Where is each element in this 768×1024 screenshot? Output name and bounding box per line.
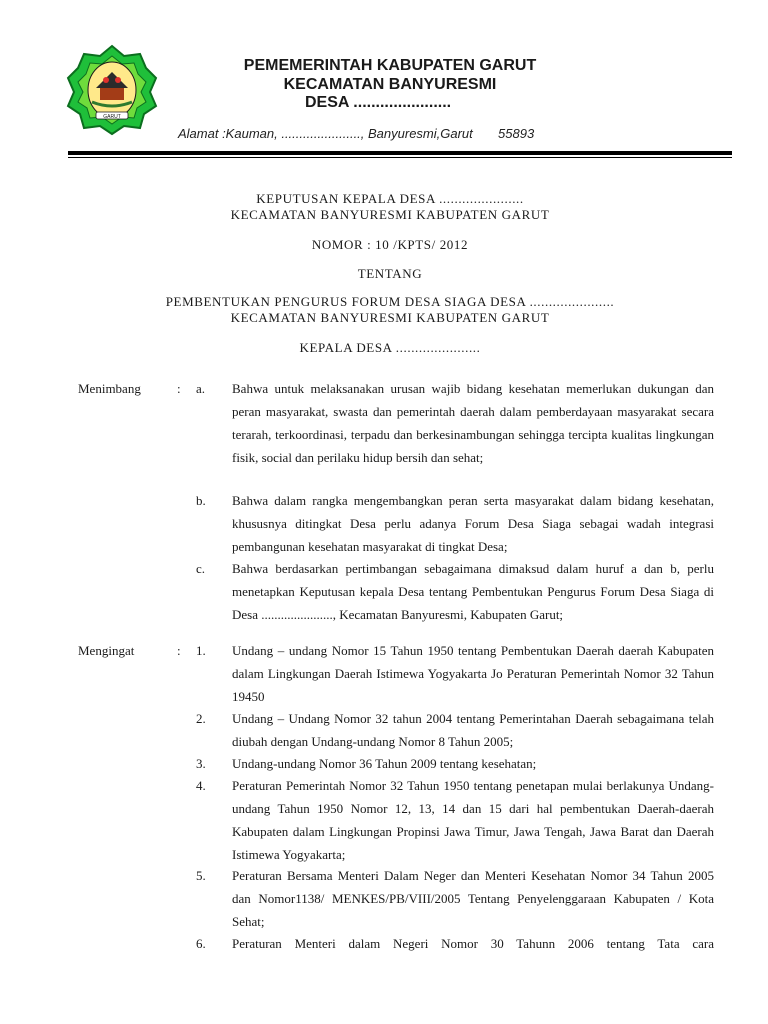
letterhead-district: KECAMATAN BANYURESMI	[283, 76, 497, 93]
item-marker: 4.	[196, 778, 206, 793]
menimbang-colon: :	[177, 381, 181, 396]
decree-region: KECAMATAN BANYURESMI KABUPATEN GARUT	[230, 207, 550, 222]
item-marker: a.	[196, 381, 206, 396]
item-marker: 6.	[196, 936, 206, 951]
item-text: Undang – undang Nomor 15 Tahun 1950 tentang Pembentukan Daerah daerah Kabupaten dalam Lingkungan Daerah Istimewa Yogyakarta Jo Peraturan Pemerintah Nomor 32 Tahun 19450	[232, 643, 714, 704]
decree-authority: KEPALA DESA ......................	[299, 340, 481, 355]
item-marker: 3.	[196, 756, 206, 771]
mengingat-colon: :	[177, 643, 181, 658]
mengingat-label: Mengingat	[78, 643, 135, 658]
decree-tentang: TENTANG	[357, 266, 423, 281]
item-marker: 5.	[196, 868, 206, 883]
item-text: Undang – Undang Nomor 32 tahun 2004 tentang Pemerintahan Daerah sebagaimana telah diubah dengan Undang-undang Nomor 8 Tahun 2005;	[232, 711, 714, 749]
letterhead-government: PEMEMERINTAH KABUPATEN GARUT	[243, 57, 537, 74]
decree-title: KEPUTUSAN KEPALA DESA ......................	[256, 191, 524, 206]
item-marker: 2.	[196, 711, 206, 726]
item-text: Peraturan Pemerintah Nomor 32 Tahun 1950 tentang penetapan mulai berlakunya Undang-undang Tahun 1950 Nomor 12, 13, 14 dan 15 dari hal pembentukan Daerah-daerah Kabupaten dalam Lingkungan Propinsi Jawa Timur, Jawa Tengah, Jawa Barat dan Daerah Istimewa Yogyakarta;	[232, 778, 714, 862]
emblem-graphic	[66, 44, 158, 136]
item-marker: c.	[196, 561, 206, 576]
decree-subject: PEMBENTUKAN PENGURUS FORUM DESA SIAGA DESA ......................	[165, 294, 615, 309]
emblem-caption: GARUT	[103, 114, 121, 120]
mengingat-item	[196, 932, 714, 955]
menimbang-label: Menimbang	[78, 381, 141, 396]
menimbang-item	[196, 377, 714, 469]
mengingat-item	[196, 774, 714, 866]
item-marker: 1.	[196, 643, 206, 658]
menimbang-item	[196, 557, 714, 626]
item-text: Bahwa dalam rangka mengembangkan peran serta masyarakat dalam bidang kesehatan, khususnya ditingkat Desa perlu adanya Forum Desa Siaga sebagai wadah integrasi pembangunan kesehatan masyarakat di tingkat Desa;	[232, 493, 714, 554]
kabupaten-garut-emblem	[66, 44, 158, 136]
decree-number: NOMOR : 10 /KPTS/ 2012	[311, 237, 469, 252]
mengingat-item	[196, 864, 714, 933]
letterhead-village: DESA ......................	[305, 94, 452, 111]
item-text: Undang-undang Nomor 36 Tahun 2009 tentang kesehatan;	[232, 756, 537, 771]
item-text: Bahwa untuk melaksanakan urusan wajib bidang kesehatan memerlukan dukungan dan peran masyarakat, swasta dan pemerintah daerah dalam pemberdayaan masyarakat secara terarah, terkoordinasi, terpadu dan berkesinambungan sehingga tercipta kualitas lingkungan fisik, social dan perilaku hidup bersih dan sehat;	[232, 381, 714, 465]
mengingat-item	[196, 707, 714, 753]
decree-subject-region: KECAMATAN BANYURESMI KABUPATEN GARUT	[230, 310, 550, 325]
item-marker: b.	[196, 493, 206, 508]
item-text: Peraturan Menteri dalam Negeri Nomor 30 Tahunn 2006 tentang Tata cara	[232, 936, 714, 951]
letterhead-address: Alamat :Kauman, ......................, Banyuresmi,Garut 55893	[178, 126, 535, 141]
mengingat-item	[196, 752, 714, 775]
letterhead-divider-thin	[68, 157, 732, 158]
menimbang-item	[196, 489, 714, 558]
item-text: Bahwa berdasarkan pertimbangan sebagaimana dimaksud dalam huruf a dan b, perlu menetapkan Keputusan kepala Desa tentang Pembentukan Pengurus Forum Desa Siaga di Desa ......................, Kecamatan Banyuresmi, Kabupaten Garut;	[232, 561, 714, 622]
letterhead-divider-thick	[68, 151, 732, 155]
mengingat-item	[196, 639, 714, 708]
item-text: Peraturan Bersama Menteri Dalam Neger dan Menteri Kesehatan Nomor 34 Tahun 2005 dan Nomor1138/ MENKES/PB/VIII/2005 Tentang Penyelenggaraan Kabupaten / Kota Sehat;	[232, 868, 714, 929]
